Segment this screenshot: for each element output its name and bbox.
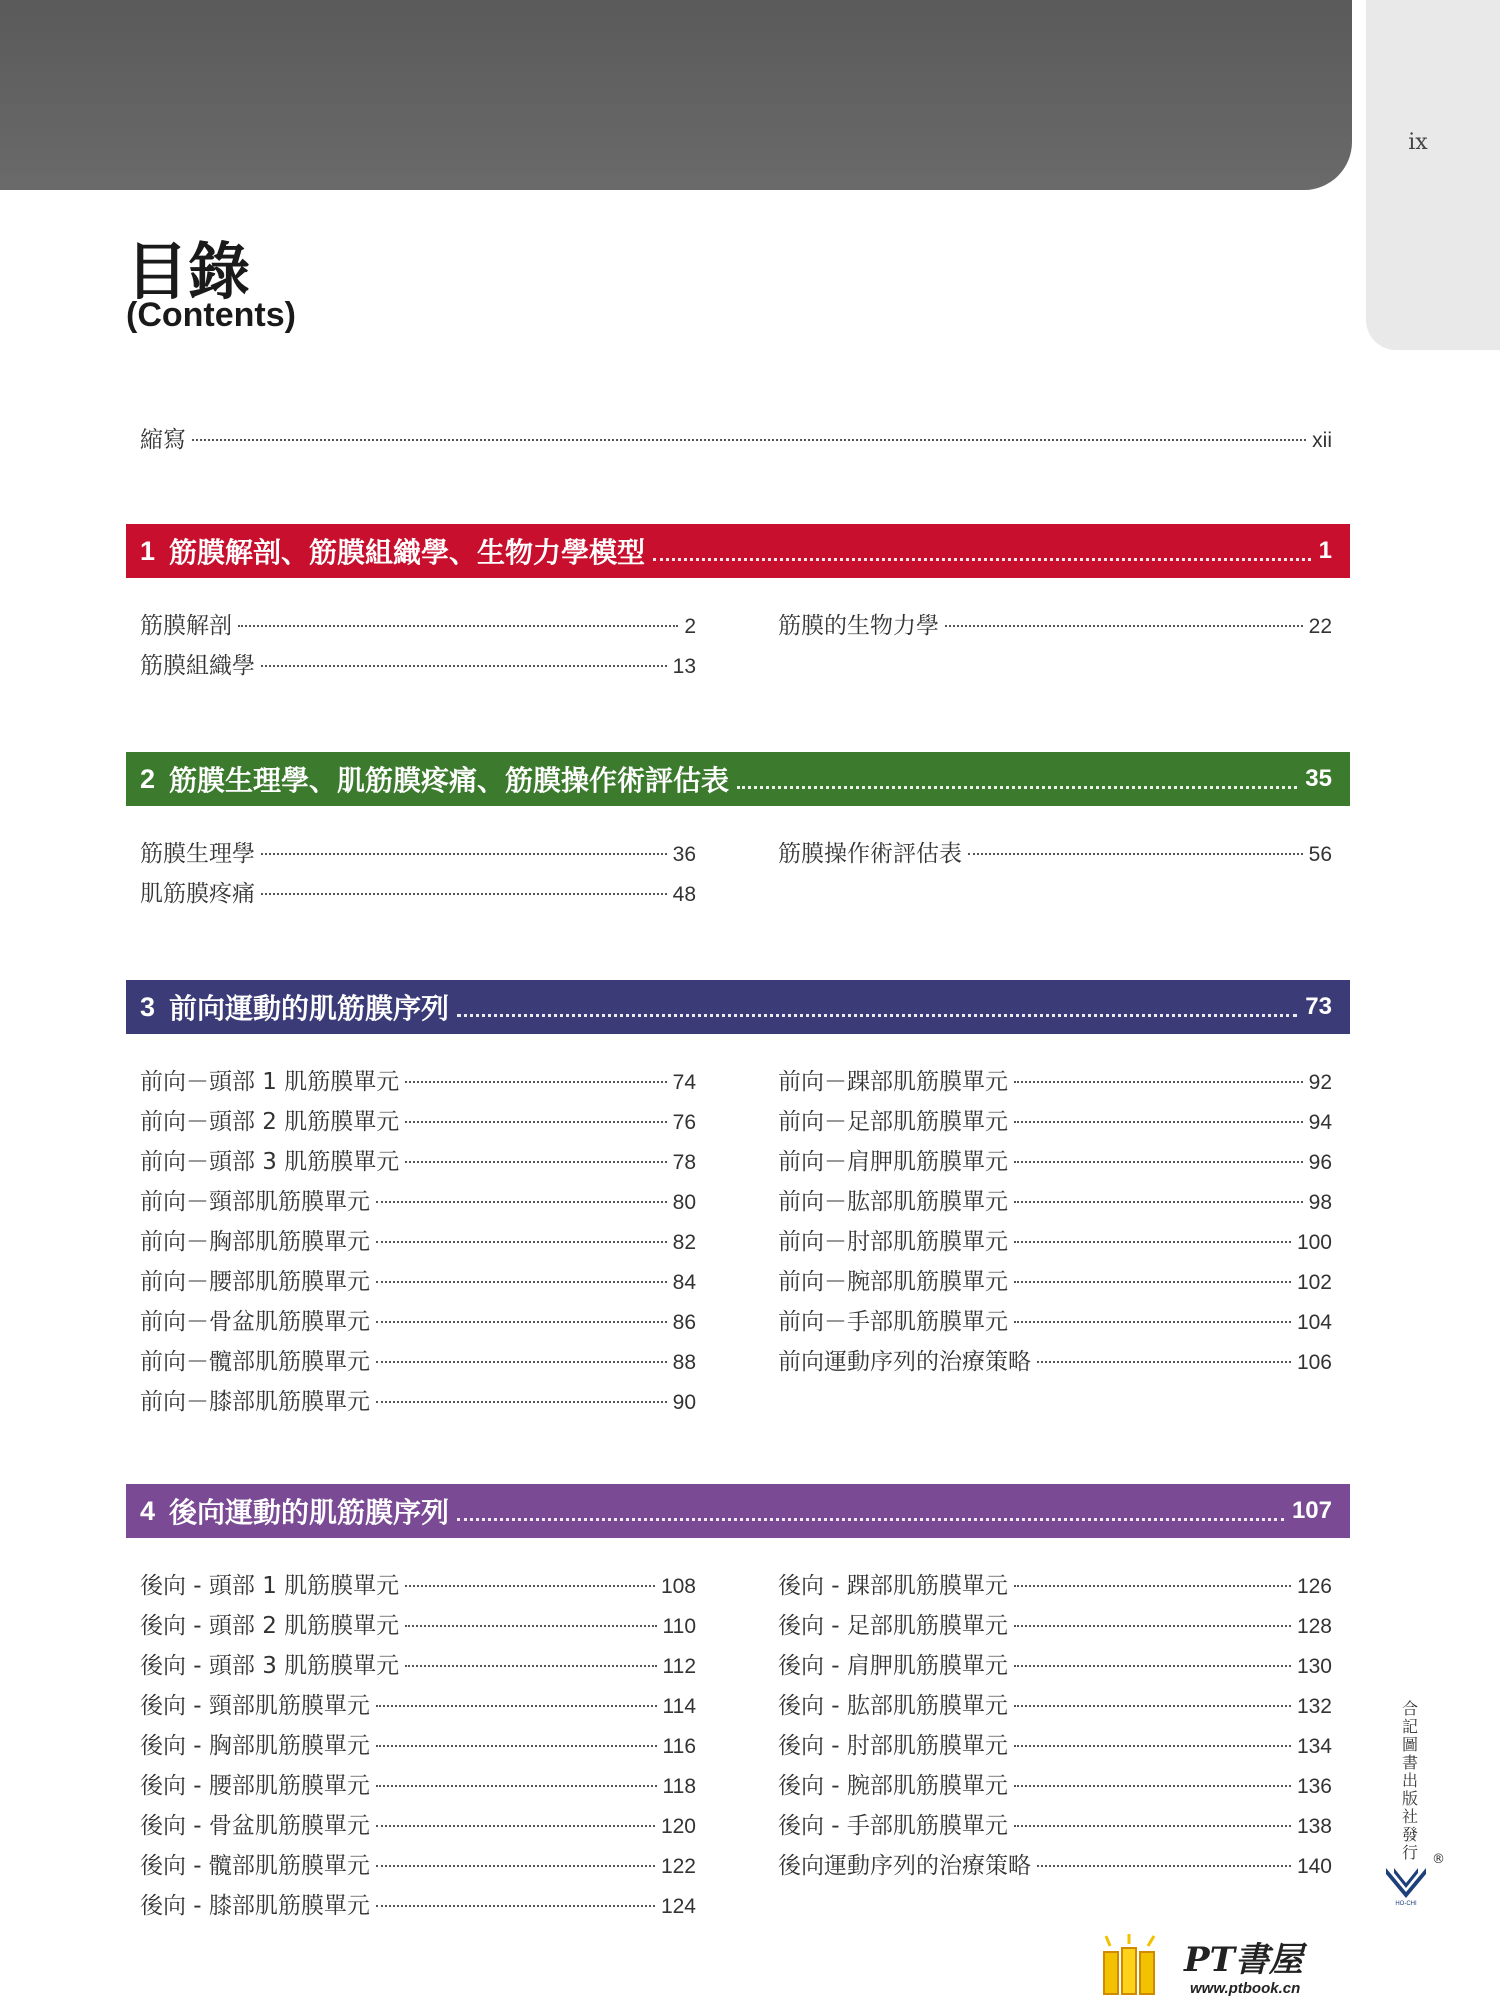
book-stack-icon bbox=[1100, 1934, 1172, 1996]
toc-entry-label: 後向 - 肘部肌筋膜單元 bbox=[778, 1733, 1008, 1759]
toc-entry-label: 前向－肩胛肌筋膜單元 bbox=[778, 1149, 1008, 1175]
dot-leader bbox=[1014, 1201, 1303, 1203]
toc-entry[interactable] bbox=[140, 1570, 696, 1602]
chapter-number: 1 bbox=[140, 535, 156, 566]
toc-entry[interactable] bbox=[140, 1306, 696, 1338]
toc-entry-page: 106 bbox=[1296, 1351, 1332, 1374]
toc-entry[interactable] bbox=[778, 1306, 1332, 1338]
publisher-credit: 合記圖書出版社發行 bbox=[1401, 1699, 1418, 1862]
toc-entry[interactable] bbox=[140, 1730, 696, 1762]
side-tab bbox=[1366, 0, 1500, 350]
dot-leader bbox=[405, 1665, 656, 1667]
chapter-number: 3 bbox=[140, 991, 156, 1022]
dot-leader bbox=[1014, 1161, 1303, 1163]
dot-leader bbox=[192, 439, 1306, 441]
toc-entry-page: 92 bbox=[1308, 1071, 1332, 1094]
chapter-3-header[interactable] bbox=[126, 980, 1350, 1034]
page-title: 目錄 bbox=[126, 235, 251, 308]
dot-leader bbox=[945, 625, 1303, 627]
toc-entry-label: 前向－頭部 1 肌筋膜單元 bbox=[140, 1069, 400, 1095]
toc-entry-page: 134 bbox=[1296, 1735, 1332, 1758]
dot-leader bbox=[261, 893, 667, 895]
toc-entry[interactable] bbox=[778, 1850, 1332, 1882]
toc-entry-page: 122 bbox=[660, 1855, 696, 1878]
page-number: ix bbox=[1408, 130, 1428, 155]
toc-entry[interactable] bbox=[778, 1066, 1332, 1098]
toc-entry-label: 前向運動序列的治療策略 bbox=[778, 1349, 1031, 1375]
toc-entry-page: 140 bbox=[1296, 1855, 1332, 1878]
toc-entry-page: 102 bbox=[1296, 1271, 1332, 1294]
toc-entry-page: 132 bbox=[1296, 1695, 1332, 1718]
toc-entry-page: 86 bbox=[672, 1311, 696, 1334]
toc-entry[interactable] bbox=[778, 1810, 1332, 1842]
toc-entry-label: 前向－頭部 3 肌筋膜單元 bbox=[140, 1149, 400, 1175]
dot-leader bbox=[405, 1121, 666, 1123]
toc-entry-page: 138 bbox=[1296, 1815, 1332, 1838]
toc-entry-label: 後向 - 踝部肌筋膜單元 bbox=[778, 1573, 1008, 1599]
chapter-page: 107 bbox=[1291, 1497, 1332, 1524]
toc-entry[interactable] bbox=[140, 838, 696, 870]
toc-entry-label: 前向－頭部 2 肌筋膜單元 bbox=[140, 1109, 400, 1135]
toc-entry-label: 前向－腰部肌筋膜單元 bbox=[140, 1269, 370, 1295]
chapter-number: 2 bbox=[140, 763, 156, 794]
toc-entry-label: 後向 - 腰部肌筋膜單元 bbox=[140, 1773, 370, 1799]
toc-entry-label: 前向－膝部肌筋膜單元 bbox=[140, 1389, 370, 1415]
ho-chi-logo-icon bbox=[1384, 1862, 1428, 1906]
dot-leader bbox=[376, 1785, 657, 1787]
dot-leader bbox=[1014, 1745, 1291, 1747]
toc-entry-label: 後向 - 頭部 1 肌筋膜單元 bbox=[140, 1573, 400, 1599]
toc-entry-page: 56 bbox=[1308, 843, 1332, 866]
toc-entry-label: 後向 - 肩胛肌筋膜單元 bbox=[778, 1653, 1008, 1679]
toc-entry-page: 76 bbox=[672, 1111, 696, 1134]
toc-entry[interactable] bbox=[778, 1146, 1332, 1178]
toc-entry[interactable] bbox=[140, 610, 696, 642]
toc-entry[interactable] bbox=[778, 1106, 1332, 1138]
toc-entry[interactable] bbox=[140, 1810, 696, 1842]
dot-leader bbox=[457, 1518, 1284, 1521]
chapter-page: 73 bbox=[1305, 993, 1332, 1020]
toc-entry[interactable] bbox=[778, 1186, 1332, 1218]
toc-entry[interactable] bbox=[140, 1106, 696, 1138]
toc-entry-label: 前向－肱部肌筋膜單元 bbox=[778, 1189, 1008, 1215]
toc-entry-page: 126 bbox=[1296, 1575, 1332, 1598]
toc-entry-page: 80 bbox=[672, 1191, 696, 1214]
chapter-2-header[interactable] bbox=[126, 752, 1350, 806]
dot-leader bbox=[1014, 1825, 1291, 1827]
toc-entry-page: 13 bbox=[672, 655, 696, 678]
dot-leader bbox=[1014, 1081, 1303, 1083]
toc-entry-label: 前向－踝部肌筋膜單元 bbox=[778, 1069, 1008, 1095]
dot-leader bbox=[376, 1321, 667, 1323]
toc-entry[interactable] bbox=[778, 1770, 1332, 1802]
toc-entry[interactable] bbox=[778, 1610, 1332, 1642]
toc-entry-page: 48 bbox=[672, 883, 696, 906]
toc-entry[interactable] bbox=[140, 1186, 696, 1218]
toc-entry-page: 104 bbox=[1296, 1311, 1332, 1334]
toc-entry-label: 後向 - 頭部 3 肌筋膜單元 bbox=[140, 1653, 400, 1679]
toc-entry-page: xii bbox=[1312, 429, 1332, 452]
dot-leader bbox=[376, 1705, 657, 1707]
toc-entry[interactable] bbox=[140, 1146, 696, 1178]
toc-entry-page: 94 bbox=[1308, 1111, 1332, 1134]
toc-entry-page: 96 bbox=[1308, 1151, 1332, 1174]
dot-leader bbox=[376, 1281, 667, 1283]
toc-entry[interactable] bbox=[140, 1066, 696, 1098]
toc-entry-label: 前向－腕部肌筋膜單元 bbox=[778, 1269, 1008, 1295]
toc-entry-label: 筋膜組織學 bbox=[140, 653, 255, 679]
toc-entry-page: 120 bbox=[660, 1815, 696, 1838]
toc-entry[interactable] bbox=[778, 1226, 1332, 1258]
toc-entry[interactable] bbox=[140, 1346, 696, 1378]
toc-entry-page: 136 bbox=[1296, 1775, 1332, 1798]
toc-entry-page: 110 bbox=[662, 1615, 696, 1638]
toc-entry-label: 後向 - 頸部肌筋膜單元 bbox=[140, 1693, 370, 1719]
toc-entry[interactable] bbox=[778, 1690, 1332, 1722]
header-band bbox=[0, 0, 1352, 190]
toc-entry-page: 78 bbox=[672, 1151, 696, 1174]
chapter-title: 筋膜生理學、肌筋膜疼痛、筋膜操作術評估表 bbox=[169, 764, 730, 797]
toc-entry-label: 筋膜操作術評估表 bbox=[778, 841, 962, 867]
dot-leader bbox=[376, 1825, 655, 1827]
toc-entry[interactable] bbox=[140, 1890, 696, 1922]
toc-entry-label: 前向－手部肌筋膜單元 bbox=[778, 1309, 1008, 1335]
toc-entry[interactable] bbox=[778, 1346, 1332, 1378]
toc-entry[interactable] bbox=[140, 1386, 696, 1418]
toc-entry-page: 124 bbox=[660, 1895, 696, 1918]
toc-entry-label: 後向 - 骨盆肌筋膜單元 bbox=[140, 1813, 370, 1839]
dot-leader bbox=[376, 1361, 667, 1363]
chapter-4-header[interactable] bbox=[126, 1484, 1350, 1538]
toc-entry-page: 112 bbox=[662, 1655, 696, 1678]
toc-entry-label: 筋膜生理學 bbox=[140, 841, 255, 867]
chapter-title: 前向運動的肌筋膜序列 bbox=[169, 992, 450, 1025]
dot-leader bbox=[1014, 1121, 1303, 1123]
toc-entry[interactable] bbox=[778, 610, 1332, 642]
dot-leader bbox=[1014, 1281, 1291, 1283]
dot-leader bbox=[376, 1745, 657, 1747]
dot-leader bbox=[1037, 1865, 1291, 1867]
dot-leader bbox=[376, 1241, 667, 1243]
toc-entry-label: 後向 - 頭部 2 肌筋膜單元 bbox=[140, 1613, 400, 1639]
chapter-title: 後向運動的肌筋膜序列 bbox=[169, 1496, 450, 1529]
toc-entry[interactable] bbox=[778, 1570, 1332, 1602]
dot-leader bbox=[1014, 1585, 1291, 1587]
toc-entry-label: 後向 - 足部肌筋膜單元 bbox=[778, 1613, 1008, 1639]
toc-entry-abbreviations[interactable] bbox=[140, 424, 1332, 456]
toc-entry-page: 114 bbox=[662, 1695, 696, 1718]
svg-text:HO-CHI: HO-CHI bbox=[1395, 1901, 1417, 1906]
toc-entry[interactable] bbox=[140, 1770, 696, 1802]
dot-leader bbox=[405, 1585, 655, 1587]
dot-leader bbox=[1014, 1665, 1291, 1667]
chapter-title: 筋膜解剖、筋膜組織學、生物力學模型 bbox=[169, 536, 646, 569]
toc-entry-page: 116 bbox=[662, 1735, 696, 1758]
dot-leader bbox=[376, 1865, 655, 1867]
toc-entry[interactable] bbox=[778, 1650, 1332, 1682]
dot-leader bbox=[1014, 1241, 1291, 1243]
dot-leader bbox=[1014, 1785, 1291, 1787]
dot-leader bbox=[376, 1401, 667, 1403]
toc-entry-page: 36 bbox=[672, 843, 696, 866]
dot-leader bbox=[457, 1014, 1297, 1017]
toc-entry-label: 後向 - 腕部肌筋膜單元 bbox=[778, 1773, 1008, 1799]
chapter-number: 4 bbox=[140, 1495, 156, 1526]
toc-entry-label: 後向 - 胸部肌筋膜單元 bbox=[140, 1733, 370, 1759]
toc-entry[interactable] bbox=[140, 1266, 696, 1298]
dot-leader bbox=[1014, 1705, 1291, 1707]
toc-entry[interactable] bbox=[140, 1850, 696, 1882]
toc-entry[interactable] bbox=[778, 1266, 1332, 1298]
toc-entry-label: 筋膜解剖 bbox=[140, 613, 232, 639]
watermark-url: www.ptbook.cn bbox=[1190, 1980, 1301, 1997]
dot-leader bbox=[238, 625, 678, 627]
toc-entry-label: 前向－髖部肌筋膜單元 bbox=[140, 1349, 370, 1375]
dot-leader bbox=[737, 786, 1297, 789]
toc-entry-label: 前向－肘部肌筋膜單元 bbox=[778, 1229, 1008, 1255]
toc-entry[interactable] bbox=[140, 1650, 696, 1682]
toc-entry-label: 後向 - 手部肌筋膜單元 bbox=[778, 1813, 1008, 1839]
toc-entry[interactable] bbox=[778, 1730, 1332, 1762]
registered-mark: ® bbox=[1432, 1852, 1445, 1867]
toc-entry[interactable] bbox=[140, 1690, 696, 1722]
toc-entry-label: 後向 - 髖部肌筋膜單元 bbox=[140, 1853, 370, 1879]
chapter-page: 1 bbox=[1318, 537, 1332, 564]
toc-entry-page: 100 bbox=[1296, 1231, 1332, 1254]
toc-entry-label: 前向－骨盆肌筋膜單元 bbox=[140, 1309, 370, 1335]
toc-entry-page: 88 bbox=[672, 1351, 696, 1374]
toc-entry-label: 前向－胸部肌筋膜單元 bbox=[140, 1229, 370, 1255]
dot-leader bbox=[261, 665, 667, 667]
toc-entry-label: 後向 - 肱部肌筋膜單元 bbox=[778, 1693, 1008, 1719]
toc-entry-page: 108 bbox=[660, 1575, 696, 1598]
toc-entry-page: 22 bbox=[1308, 615, 1332, 638]
toc-entry-page: 2 bbox=[684, 615, 696, 638]
toc-entry-page: 130 bbox=[1296, 1655, 1332, 1678]
dot-leader bbox=[405, 1625, 656, 1627]
dot-leader bbox=[376, 1201, 667, 1203]
dot-leader bbox=[1014, 1321, 1291, 1323]
toc-entry-page: 90 bbox=[672, 1391, 696, 1414]
toc-entry-page: 118 bbox=[662, 1775, 696, 1798]
page-subtitle: (Contents) bbox=[126, 296, 296, 334]
toc-entry-label: 後向 - 膝部肌筋膜單元 bbox=[140, 1893, 370, 1919]
toc-entry-page: 128 bbox=[1296, 1615, 1332, 1638]
toc-entry[interactable] bbox=[140, 1610, 696, 1642]
toc-entry-page: 98 bbox=[1308, 1191, 1332, 1214]
toc-entry-label: 前向－足部肌筋膜單元 bbox=[778, 1109, 1008, 1135]
dot-leader bbox=[261, 853, 667, 855]
chapter-page: 35 bbox=[1305, 765, 1332, 792]
toc-entry-label: 後向運動序列的治療策略 bbox=[778, 1853, 1031, 1879]
toc-entry[interactable] bbox=[140, 878, 696, 910]
toc-entry[interactable] bbox=[778, 838, 1332, 870]
toc-entry[interactable] bbox=[140, 650, 696, 682]
dot-leader bbox=[653, 558, 1311, 561]
dot-leader bbox=[376, 1905, 655, 1907]
toc-entry-page: 84 bbox=[672, 1271, 696, 1294]
watermark-title: PT書屋 bbox=[1184, 1940, 1303, 1980]
chapter-1-header[interactable] bbox=[126, 524, 1350, 578]
dot-leader bbox=[968, 853, 1303, 855]
toc-entry-label: 肌筋膜疼痛 bbox=[140, 881, 255, 907]
toc-entry-page: 74 bbox=[672, 1071, 696, 1094]
dot-leader bbox=[1014, 1625, 1291, 1627]
dot-leader bbox=[405, 1161, 666, 1163]
toc-entry-label: 縮寫 bbox=[140, 427, 186, 453]
dot-leader bbox=[405, 1081, 666, 1083]
toc-entry-label: 前向－頸部肌筋膜單元 bbox=[140, 1189, 370, 1215]
toc-entry-page: 82 bbox=[672, 1231, 696, 1254]
toc-entry-label: 筋膜的生物力學 bbox=[778, 613, 939, 639]
dot-leader bbox=[1037, 1361, 1291, 1363]
toc-entry[interactable] bbox=[140, 1226, 696, 1258]
